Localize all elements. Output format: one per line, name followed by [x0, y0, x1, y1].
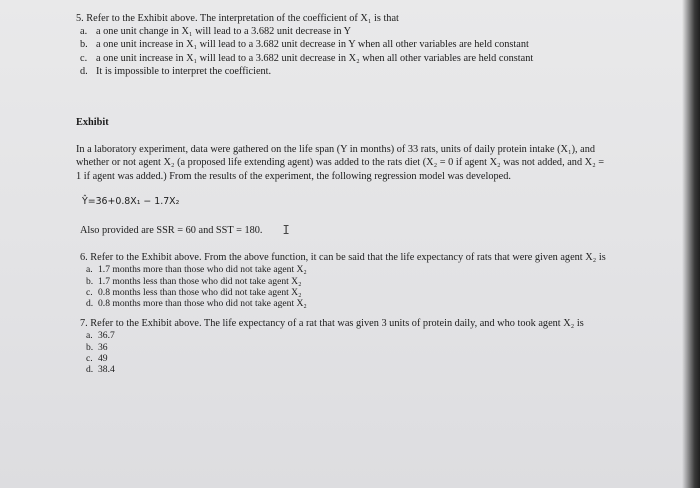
option-text: 1.7 months more than those who did not take agent X₂ — [98, 264, 307, 276]
option-letter: d. — [86, 298, 94, 310]
option-letter: b. — [86, 275, 94, 287]
option-letter: c. — [80, 52, 88, 64]
option-letter: a. — [80, 26, 88, 38]
question-5 — [76, 12, 606, 78]
option-text: a one unit increase in X₁ will lead to a 3.682 unit decrease in Y when all other variables are held constant — [96, 39, 529, 51]
also-provided-text: Also provided are SSR = 60 and SST = 180. — [80, 225, 263, 237]
question-6-option-a — [80, 264, 606, 275]
regression-formula: Ŷ=36+0.8X₁ − 1.7X₂ — [82, 195, 180, 207]
question-7-stem: 7. Refer to the Exhibit above. The life expectancy of a rat that was given 3 units of protein daily, and who took agent X₂ is — [80, 318, 584, 330]
option-letter: b. — [80, 39, 88, 51]
question-7-option-c — [80, 353, 606, 364]
option-text: 1.7 months less than those who did not take agent X₂ — [98, 275, 302, 287]
question-5-option-d — [76, 65, 606, 78]
option-letter: c. — [86, 352, 93, 364]
option-text: 0.8 months less than those who did not take agent X₂ — [98, 286, 302, 298]
option-text: 36 — [98, 341, 108, 353]
option-letter: a. — [86, 330, 93, 342]
question-5-option-a — [76, 25, 606, 38]
question-6-option-c — [80, 287, 606, 298]
option-letter: d. — [80, 65, 88, 77]
option-letter: b. — [86, 341, 94, 353]
text-cursor-icon: I — [282, 223, 290, 238]
option-letter: a. — [86, 264, 93, 276]
option-text: 38.4 — [98, 364, 115, 376]
question-7-option-d — [80, 364, 606, 375]
question-7-option-b — [80, 342, 606, 353]
exhibit-title: Exhibit — [76, 117, 109, 129]
also-provided-line — [80, 224, 606, 237]
document-content — [76, 12, 606, 375]
question-5-stem: 5. Refer to the Exhibit above. The interpretation of the coefficient of X₁ is that — [76, 13, 399, 24]
question-6-option-b — [80, 276, 606, 287]
option-letter: c. — [86, 286, 93, 298]
question-5-option-b — [76, 38, 606, 51]
option-text: It is impossible to interpret the coefficient. — [96, 65, 272, 77]
question-7 — [80, 317, 606, 375]
question-6-option-d — [80, 298, 606, 309]
option-letter: d. — [86, 364, 94, 376]
question-7-option-a — [80, 330, 606, 341]
option-text: a one unit increase in X₁ will lead to a 3.682 unit decrease in X₂ when all other variables are held constant — [96, 52, 534, 64]
question-5-option-c — [76, 52, 606, 65]
option-text: 36.7 — [98, 330, 115, 342]
exhibit-paragraph: In a laboratory experiment, data were gathered on the life span (Y in months) of 33 rats, units of daily protein intake (X₁), and whether or not agent X₂ (a proposed life extending agent) was added to the rats diet (X₂ = 0 if agent X₂ was not added, and X₂ = 1 if agent was added.) From the results of the experiment, the following regression model was developed. — [76, 144, 605, 182]
option-text: 49 — [98, 352, 108, 364]
page-edge-shadow — [682, 0, 700, 488]
question-6 — [80, 251, 606, 309]
option-text: a one unit change in X₁ will lead to a 3.682 unit decrease in Y — [96, 26, 352, 38]
option-text: 0.8 months more than those who did not take agent X₂ — [98, 298, 307, 310]
question-6-stem: 6. Refer to the Exhibit above. From the above function, it can be said that the life expectancy of rats that were given agent X₂ is — [80, 252, 606, 264]
